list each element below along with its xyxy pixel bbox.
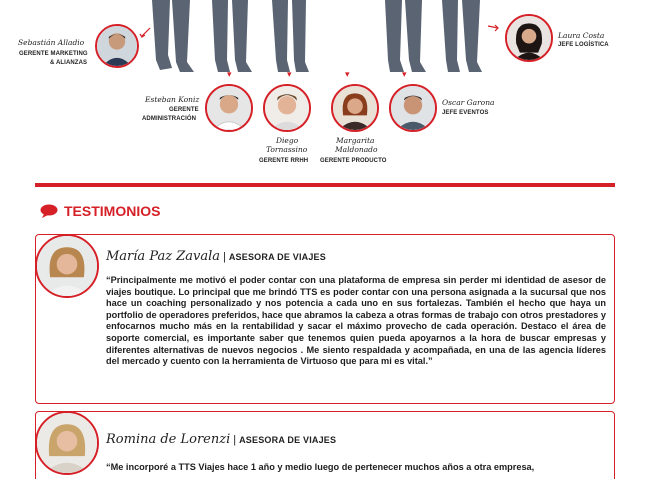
legs-pair-5 — [442, 0, 482, 72]
margarita-name-2: Maldonado — [335, 145, 378, 154]
testimonial-text: “Me incorporé a TTS Viajes hace 1 año y medio luego de pertenecer muchos años a otra empresa, — [106, 462, 535, 472]
esteban-role-2: ADMINISTRACIÓN — [142, 116, 197, 122]
testimonial-separator: | — [223, 251, 226, 263]
oscar-role: JEFE EVENTOS — [442, 110, 489, 116]
avatar-margarita — [331, 84, 379, 132]
avatar-sebastian — [95, 24, 139, 68]
avatar-diego — [263, 84, 311, 132]
sebastian-role-1: GERENTE MARKETING — [19, 51, 88, 57]
testimonial-role: ASESORA DE VIAJES — [239, 435, 337, 445]
testimonial-card-2 — [35, 411, 615, 479]
oscar-name: Oscar Garona — [442, 98, 495, 107]
testimonial-photo-maria — [35, 234, 99, 298]
esteban-role-1: GERENTE — [169, 107, 199, 113]
sebastian-name: Sebastián Alladio — [18, 38, 85, 47]
arrow-down-icon: ▾ — [227, 69, 232, 79]
legs-pair-2 — [212, 0, 252, 72]
margarita-role: GERENTE PRODUCTO — [320, 158, 387, 164]
testimonial-text: “Principalmente me motivó el poder contar con una plataforma de empresa sin perder mi identidad de asesor de viajes boutique. Lo principal que me brindó TTS es poder contar con una persona asignada a la sucursal que nos hace un coaching personalizado y nos potencia a cada uno en sus fortalezas. También el hecho que haya un portfolio de operadores preferidos, hace que abramos la cabeza a otras formas de trabajo con otros prestadores y enfocarnos mucho más en la rentabilidad y sacar el máximo provecho de cada operación. Destaco el área de soporte comercial, es importante saber que tenemos quien pueda apoyarnos a la hora de buscar empresas y diferentes alternativas de nuevos negocios . Me siento respaldada y acompañada, en una de las agencia líderes del mercado y cuento con la herramienta de Virtuoso que para mi es vital.” — [106, 275, 606, 367]
laura-name: Laura Costa — [558, 31, 605, 40]
laura-role: JEFE LOGÍSTICA — [558, 42, 609, 48]
speech-bubble-icon — [40, 204, 58, 218]
arrow-down-icon: ▾ — [287, 69, 292, 79]
testimonial-separator: | — [233, 434, 237, 446]
diego-role: GERENTE RRHH — [259, 158, 309, 164]
avatar-oscar — [389, 84, 437, 132]
testimonial-name: María Paz Zavala — [106, 249, 220, 264]
diego-name-2: Tornassino — [266, 145, 308, 154]
testimonial-name: Romina de Lorenzi — [106, 432, 231, 447]
legs-pair-3 — [272, 0, 309, 72]
arrow-down-icon: ▾ — [345, 69, 350, 79]
esteban-name: Esteban Koniz — [145, 95, 200, 104]
testimonial-header-1 — [106, 249, 326, 264]
section-divider — [35, 183, 615, 187]
diego-name-1: Diego — [276, 136, 299, 145]
arrow-down-icon: ▾ — [402, 69, 407, 79]
avatar-laura — [505, 14, 553, 62]
avatar-esteban — [205, 84, 253, 132]
testimonial-photo-romina — [35, 411, 99, 475]
testimonial-role: ASESORA DE VIAJES — [228, 252, 326, 262]
margarita-name-1: Margarita — [336, 136, 375, 145]
testimonials-title — [40, 203, 160, 219]
testimonial-card-1 — [35, 234, 615, 404]
testimonials-title-text: TESTIMONIOS — [64, 203, 161, 219]
legs-pair-1 — [152, 0, 194, 72]
sebastian-role-2: & ALIANZAS — [50, 60, 88, 66]
legs-pair-4 — [385, 0, 426, 72]
testimonial-header-2 — [106, 432, 336, 447]
